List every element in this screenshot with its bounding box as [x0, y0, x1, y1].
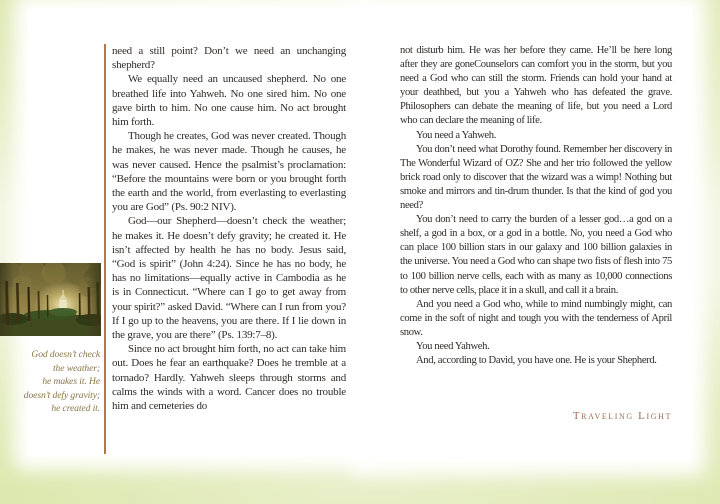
margin-illustration	[0, 263, 101, 336]
tree-lined-avenue-painting-graphic	[0, 263, 101, 336]
paragraph: God—our Shepherd—doesn’t check the weather; he makes it. He doesn’t defy gravity; he created it. He isn’t affected by health he has no body. Jesus said, “God is spirit” (John 4:24). Since he has no body, he has no limitations—equally active in Cambodia as he is in Connecticut. “Where can I go to get away from your spirit?” asked David. “Where can I run from you? If I go up to the heavens, you are there. If I lie down in the grave, you are there” (Ps. 139:7–8).	[112, 215, 346, 342]
paragraph: And you need a God who, while to mind numbingly might, can come in the soft of night and tough you with the tenderness of April snow.	[400, 298, 672, 338]
paragraph: You need Yahweh.	[416, 340, 490, 352]
paragraph: You don’t need to carry the burden of a lesser god…a god on a shelf, a god in a box, or a god in a bottle. No, you need a God who can place 100 billion stars in our galaxy and 100 billion galaxies in the universe. You need a God who can shape two fists of flesh into 75 to 100 billion nerve cells, each with as many as 10,000 connections to other nerve cells, place it in a skull, and call it a brain.	[400, 214, 672, 296]
paragraph: And, according to David, you have one. He is your Shepherd.	[416, 355, 657, 367]
pull-quote-line: he created it.	[51, 403, 100, 414]
margin-rule	[104, 44, 106, 454]
paragraph: Since no act brought him forth, no act can take him out. Does he fear an earthquake? Does he tremble at a tornado? Hardly. Yahweh sleeps through storms and calms the winds with a word. Cancer does no trouble him and cemeteries do	[112, 343, 346, 413]
paragraph: not disturb him. He was her before they came. He’ll be here long after they are goneCounselors can comfort you in the storm, but you need a God who can still the storm. Friends can hold your hand at your deathbed, but you a Yahweh who has defeated the grave. Philosophers can debate the meaning of life, but you need a Lord who can declare the meaning of life.	[400, 45, 672, 127]
paragraph: We equally need an uncaused shepherd. No one breathed life into Yahweh. No one sired him. No one gave birth to him. No one cause him. No act brought him forth.	[112, 73, 346, 129]
pull-quote-line: God doesn’t check	[31, 349, 100, 360]
pull-quote	[10, 348, 100, 416]
pull-quote-line: doesn’t defy gravity;	[23, 389, 100, 401]
right-text-column	[400, 44, 672, 368]
paragraph: Though he creates, God was never created. Though he makes, he was never made. Though he causes, he was never caused. Hence the psalmist’s proclamation: “Before the mountains were born or you brought forth the earth and the world, from everlasting to everlasting you are God” (Ps. 90:2 NIV).	[112, 130, 346, 214]
left-text-column	[112, 44, 346, 413]
pull-quote-line: the weather;	[52, 362, 100, 374]
running-footer-book-title: Traveling Light	[572, 410, 672, 422]
paragraph: You don’t need what Dorothy found. Remember her discovery in The Wonderful Wizard of OZ? She and her trio followed the yellow brick road only to discover that the wizard was a wimp! Nothing but smoke and mirrors and tin-drum thunder. Is that the kind of god you need?	[400, 143, 672, 212]
paragraph: You need a Yahweh.	[416, 129, 497, 141]
pull-quote-line: he makes it. He	[42, 376, 100, 387]
paragraph: need a still point? Don’t we need an unchanging shepherd?	[112, 45, 346, 72]
